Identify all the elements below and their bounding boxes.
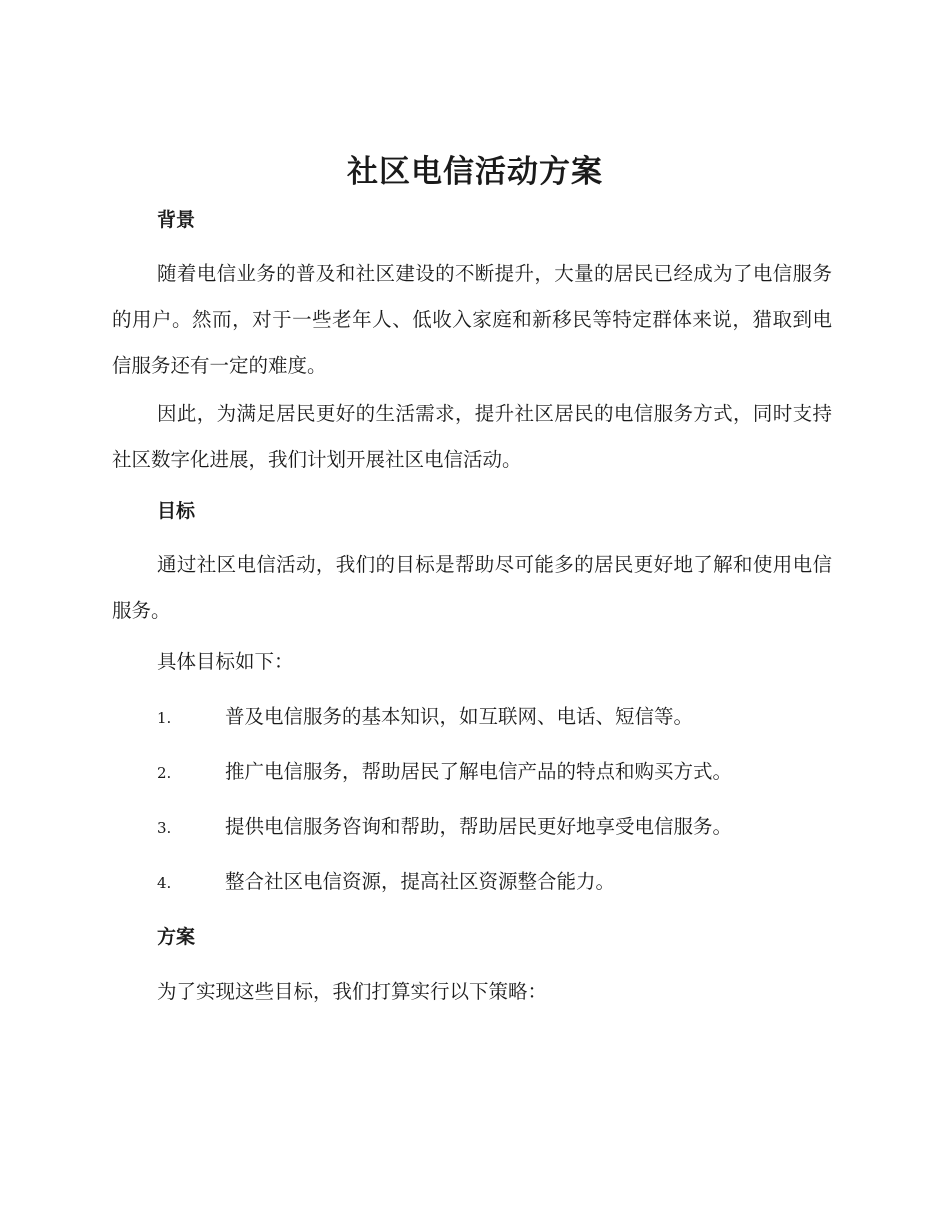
document-title: 社区电信活动方案 <box>347 154 603 190</box>
section-heading-background: 背景 <box>157 209 196 231</box>
list-item-text: 普及电信服务的基本知识，如互联网、电话、短信等。 <box>225 705 694 728</box>
goals-list-intro: 具体目标如下： <box>157 650 294 673</box>
section-heading-plan: 方案 <box>157 926 196 948</box>
list-item <box>157 812 837 843</box>
list-item-text: 推广电信服务，帮助居民了解电信产品的特点和购买方式。 <box>225 760 733 783</box>
list-item <box>157 702 837 733</box>
list-item-number: 2. <box>157 764 172 782</box>
list-item <box>157 867 837 898</box>
list-item-text: 提供电信服务咨询和帮助，帮助居民更好地享受电信服务。 <box>225 815 733 838</box>
list-item-text: 整合社区电信资源，提高社区资源整合能力。 <box>225 870 616 893</box>
section-heading-goals: 目标 <box>157 500 196 522</box>
list-item <box>157 757 837 788</box>
list-item-number: 3. <box>157 819 172 837</box>
list-item-number: 1. <box>157 709 172 727</box>
goals-paragraph: 通过社区电信活动，我们的目标是帮助尽可能多的居民更好地了解和使用电信服务。 <box>112 553 832 622</box>
plan-paragraph: 为了实现这些目标，我们打算实行以下策略： <box>157 980 548 1003</box>
list-item-number: 4. <box>157 874 172 892</box>
background-paragraph-2: 因此，为满足居民更好的生活需求，提升社区居民的电信服务方式，同时支持社区数字化进展，我们计划开展社区电信活动。 <box>112 402 832 471</box>
background-paragraph-1: 随着电信业务的普及和社区建设的不断提升，大量的居民已经成为了电信服务的用户。然而，对于一些老年人、低收入家庭和新移民等特定群体来说，猎取到电信服务还有一定的难度。 <box>112 262 832 377</box>
